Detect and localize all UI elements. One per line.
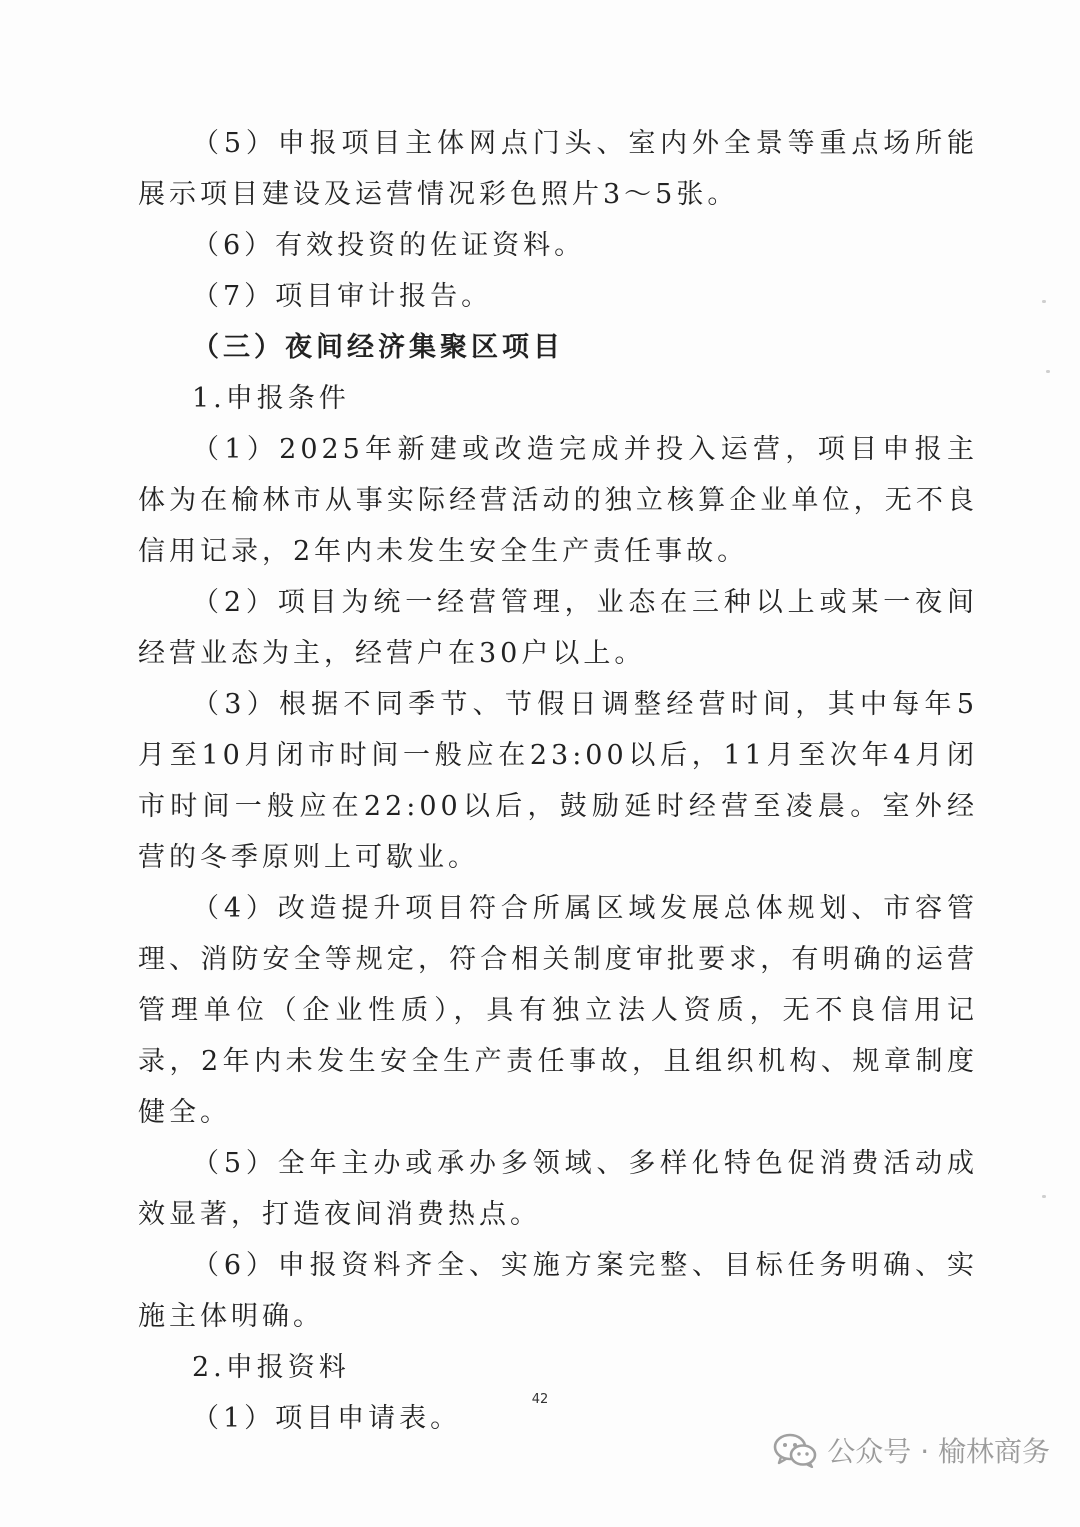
scan-speck — [1042, 1195, 1046, 1198]
paragraph-item-6-investment-proof: （6）有效投资的佐证资料。 — [192, 230, 586, 261]
wechat-icon — [773, 1432, 817, 1468]
subheading-materials: 2.申报资料 — [192, 1352, 350, 1383]
paragraph-condition-6: （6）申报资料齐全、实施方案完整、目标任务明确、实施主体明确。 — [138, 1250, 978, 1332]
paragraph-item-5-photos: （5）申报项目主体网点门头、室内外全景等重点场所能展示项目建设及运营情况彩色照片3～5张。 — [138, 128, 978, 210]
section-heading-night-economy: （三）夜间经济集聚区项目 — [192, 332, 564, 363]
paragraph-material-1: （1）项目申请表。 — [192, 1403, 462, 1434]
page-number: 42 — [531, 1392, 549, 1407]
paragraph-condition-1: （1）2025年新建或改造完成并投入运营，项目申报主体为在榆林市从事实际经营活动的独立核算企业单位，无不良信用记录，2年内未发生安全生产责任事故。 — [138, 434, 978, 567]
paragraph-condition-5: （5）全年主办或承办多领域、多样化特色促消费活动成效显著，打造夜间消费热点。 — [138, 1148, 978, 1230]
paragraph-condition-2: （2）项目为统一经营管理，业态在三种以上或某一夜间经营业态为主，经营户在30户以上。 — [138, 587, 978, 669]
watermark — [773, 1430, 1050, 1470]
scan-speck — [1042, 300, 1046, 303]
document-body — [138, 118, 978, 1444]
paragraph-condition-3: （3）根据不同季节、节假日调整经营时间，其中每年5月至10月闭市时间一般应在23:00以后，11月至次年4月闭市时间一般应在22:00以后，鼓励延时经营至凌晨。室外经营的冬季原则上可歇业。 — [138, 689, 978, 873]
subheading-conditions: 1.申报条件 — [192, 383, 350, 414]
watermark-label: 公众号 · 榆林商务 — [827, 1435, 1050, 1468]
paragraph-item-7-audit-report: （7）项目审计报告。 — [192, 281, 493, 312]
scan-speck — [1046, 370, 1050, 373]
paragraph-condition-4: （4）改造提升项目符合所属区域发展总体规划、市容管理、消防安全等规定，符合相关制度审批要求，有明确的运营管理单位（企业性质），具有独立法人资质，无不良信用记录，2年内未发生安全生产责任事故，且组织机构、规章制度健全。 — [138, 893, 978, 1128]
